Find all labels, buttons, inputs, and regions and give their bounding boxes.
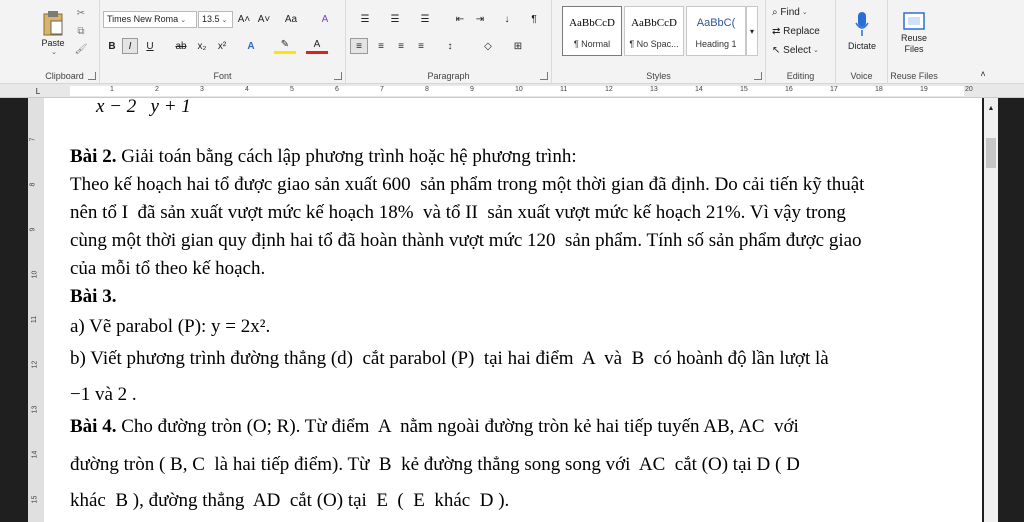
show-formatting-button[interactable]: ¶ xyxy=(531,14,537,25)
shrink-font-button[interactable]: A˅ xyxy=(257,14,271,25)
ruler-number: 20 xyxy=(965,86,973,93)
font-group xyxy=(100,0,346,84)
align-right-icon[interactable]: ≡ xyxy=(398,40,404,52)
ruler-number: 5 xyxy=(290,86,294,93)
line-text: nên tổ I đã sản xuất vượt mức kế hoạch 18% và tổ II sản xuất vượt mức kế hoạch 21%. Vì vậy trong xyxy=(70,202,846,223)
justify-icon[interactable]: ≡ xyxy=(418,40,424,52)
ruler-number: 13 xyxy=(650,86,658,93)
vruler-number: 13 xyxy=(31,405,39,414)
style-sample: AaBbCcD xyxy=(569,17,615,29)
select-button[interactable]: ↖ Select ⌄ xyxy=(772,44,819,56)
ruler-number: 19 xyxy=(920,86,928,93)
fraction-denominators: x − 2 y + 1 xyxy=(96,98,191,117)
ruler-number: 10 xyxy=(515,86,523,93)
collapse-ribbon-icon[interactable]: ˄ xyxy=(980,69,986,79)
paragraph-group-label: Paragraph xyxy=(427,71,470,81)
styles-group-label: Styles xyxy=(646,71,671,81)
dictate-label: Dictate xyxy=(847,41,876,51)
vruler-number: 15 xyxy=(31,495,39,504)
line-text: đường tròn ( B, C là hai tiếp điểm). Từ B kẻ đường thẳng song song với AC cắt (O) tại D ( D xyxy=(70,454,800,475)
voice-group-label: Voice xyxy=(850,71,873,81)
ruler-number: 18 xyxy=(875,86,883,93)
vruler-number: 10 xyxy=(31,270,39,279)
bullets-icon[interactable]: ☰ xyxy=(360,14,370,25)
reuse-files-button[interactable] xyxy=(890,4,938,62)
strikethrough-button[interactable]: ab xyxy=(175,40,187,52)
search-icon: ⌕ xyxy=(772,6,778,18)
document-line xyxy=(70,174,864,196)
tab-selector-icon[interactable]: L xyxy=(35,86,41,96)
style-sample: AaBbC( xyxy=(696,17,736,29)
reuse-group xyxy=(888,0,940,84)
paste-label: Paste xyxy=(41,38,65,48)
align-center-icon[interactable]: ≡ xyxy=(378,40,384,52)
line-text: Giải toán bằng cách lập phương trình hoặc hệ phương trình: xyxy=(116,146,577,167)
document-line xyxy=(70,258,265,280)
decrease-indent-icon[interactable]: ⇤ xyxy=(455,14,465,25)
horizontal-ruler[interactable] xyxy=(0,84,1024,98)
bold-button[interactable]: B xyxy=(108,40,116,52)
font-name-select[interactable]: Times New Roma ⌄ xyxy=(103,11,197,28)
style-name: ¶ No Spac... xyxy=(629,39,679,49)
dictate-button[interactable] xyxy=(840,4,884,58)
document-line xyxy=(70,230,862,252)
ruler-number: 7 xyxy=(380,86,384,93)
copy-icon[interactable]: ⧉ xyxy=(77,25,85,37)
style-no-spacing[interactable] xyxy=(624,6,684,56)
superscript-button[interactable]: x² xyxy=(217,40,227,52)
replace-button[interactable]: ⇄ Replace xyxy=(772,25,820,37)
microphone-icon xyxy=(854,11,870,37)
multilevel-list-icon[interactable]: ☰ xyxy=(420,14,430,25)
ruler-number: 9 xyxy=(470,86,474,93)
style-normal[interactable] xyxy=(562,6,622,56)
ruler-number: 12 xyxy=(605,86,613,93)
line-text: cùng một thời gian quy định hai tổ đã hoàn thành vượt mức 120 sản phẩm. Tính số sản phẩm được giao xyxy=(70,230,862,251)
shading-icon[interactable]: ◇ xyxy=(484,40,492,52)
ruler-number: 17 xyxy=(830,86,838,93)
bold-heading: Bài 2. xyxy=(70,146,117,167)
ruler-number: 15 xyxy=(740,86,748,93)
borders-icon[interactable]: ⊞ xyxy=(513,40,523,52)
reuse-files-icon xyxy=(902,11,926,33)
italic-button[interactable]: I xyxy=(122,38,138,54)
paste-button[interactable] xyxy=(36,6,70,60)
line-text: của mỗi tổ theo kế hoạch. xyxy=(70,258,266,279)
clear-formatting-icon[interactable]: A xyxy=(321,14,329,25)
document-line xyxy=(70,316,270,338)
find-button[interactable]: ⌕ Find ⌄ xyxy=(772,6,808,18)
ruler-number: 11 xyxy=(560,86,568,93)
text-effects-icon[interactable]: A xyxy=(247,40,255,52)
line-text: b) Viết phương trình đường thẳng (d) cắt parabol (P) tại hai điểm A và B có hoành độ lần lượt là xyxy=(70,348,829,369)
font-group-label: Font xyxy=(213,71,232,81)
chevron-down-icon: ⌄ xyxy=(51,49,57,56)
numbering-icon[interactable]: ☰ xyxy=(390,14,400,25)
line-text: a) Vẽ parabol (P): y = 2x². xyxy=(70,316,271,337)
ruler-number: 2 xyxy=(155,86,159,93)
vertical-scrollbar[interactable] xyxy=(984,98,998,522)
fraction-equation xyxy=(96,98,266,118)
document-line xyxy=(70,384,137,406)
scrollbar-thumb[interactable] xyxy=(986,138,996,168)
ruler-number: 3 xyxy=(200,86,204,93)
vruler-number: 14 xyxy=(31,450,39,459)
sort-icon[interactable]: ↓ xyxy=(504,14,510,25)
subscript-button[interactable]: x₂ xyxy=(197,40,207,52)
font-launcher-icon[interactable] xyxy=(334,72,342,80)
editing-group-label: Editing xyxy=(786,71,815,81)
font-size-select[interactable]: 13.5 ⌄ xyxy=(198,11,233,28)
bold-heading: Bài 4. xyxy=(70,416,117,437)
ruler-number: 16 xyxy=(785,86,793,93)
style-sample: AaBbCcD xyxy=(631,17,677,29)
bold-heading: Bài 3. xyxy=(70,286,117,307)
replace-icon: ⇄ xyxy=(772,25,781,37)
style-heading-1[interactable] xyxy=(686,6,746,56)
vruler-number: 12 xyxy=(31,360,39,369)
format-painter-icon[interactable]: 🖌 xyxy=(74,43,88,55)
ruler-number: 6 xyxy=(335,86,339,93)
font-color-icon[interactable]: A xyxy=(306,38,328,54)
document-line xyxy=(70,202,846,224)
clipboard-group xyxy=(30,0,100,84)
align-left-icon[interactable]: ≡ xyxy=(350,38,368,54)
styles-group xyxy=(552,0,766,84)
clipboard-icon xyxy=(42,10,64,36)
styles-launcher-icon[interactable] xyxy=(754,72,762,80)
vruler-number: 8 xyxy=(29,182,37,187)
line-text: Theo kế hoạch hai tổ được giao sản xuất 600 sản phẩm trong một thời gian đã định. Do cải tiến kỹ thuật xyxy=(70,174,865,195)
document-line xyxy=(70,348,829,370)
line-spacing-icon[interactable]: ↕ xyxy=(447,40,453,52)
scroll-up-icon[interactable]: ▲ xyxy=(987,104,995,112)
increase-indent-icon[interactable]: ⇥ xyxy=(475,14,485,25)
style-name: ¶ Normal xyxy=(573,39,611,49)
vruler-number: 7 xyxy=(29,137,37,142)
reuse-files-label: Reuse Files xyxy=(900,33,927,54)
underline-button[interactable]: U xyxy=(146,40,154,52)
reuse-group-label: Reuse Files xyxy=(890,71,938,81)
editing-group xyxy=(766,0,836,84)
ribbon xyxy=(0,0,1024,84)
paragraph-launcher-icon[interactable] xyxy=(540,72,548,80)
document-line xyxy=(70,454,800,476)
vertical-ruler[interactable] xyxy=(28,98,44,522)
paragraph-group xyxy=(346,0,552,84)
ruler-number: 8 xyxy=(425,86,429,93)
right-margin xyxy=(998,98,1024,522)
grow-font-button[interactable]: A˄ xyxy=(237,14,251,25)
document-line xyxy=(70,416,799,438)
left-margin xyxy=(0,98,28,522)
voice-group xyxy=(836,0,888,84)
line-text: khác B ), đường thẳng AD cắt (O) tại E ( E khác D ). xyxy=(70,490,510,511)
cursor-icon: ↖ xyxy=(772,44,781,56)
line-text: Cho đường tròn (O; R). Từ điểm A nằm ngoài đường tròn kẻ hai tiếp tuyến AB, AC với xyxy=(116,416,799,437)
styles-scroll-icon[interactable]: ▾ xyxy=(746,6,758,56)
style-name: Heading 1 xyxy=(695,39,737,49)
ruler-number: 14 xyxy=(695,86,703,93)
vruler-number: 9 xyxy=(29,227,37,232)
document-page[interactable] xyxy=(44,98,982,522)
ruler-number: 1 xyxy=(110,86,114,93)
highlight-icon[interactable]: ✎ xyxy=(274,38,296,54)
document-line xyxy=(70,490,509,512)
vruler-number: 11 xyxy=(31,315,39,324)
clipboard-group-label: Clipboard xyxy=(45,71,84,81)
clipboard-launcher-icon[interactable] xyxy=(88,72,96,80)
line-text: −1 và 2 . xyxy=(70,384,137,405)
document-line xyxy=(70,286,116,308)
change-case-button[interactable]: Aa xyxy=(284,14,298,25)
document-line xyxy=(70,146,577,168)
ruler-number: 4 xyxy=(245,86,249,93)
cut-icon[interactable]: ✂ xyxy=(76,7,86,19)
